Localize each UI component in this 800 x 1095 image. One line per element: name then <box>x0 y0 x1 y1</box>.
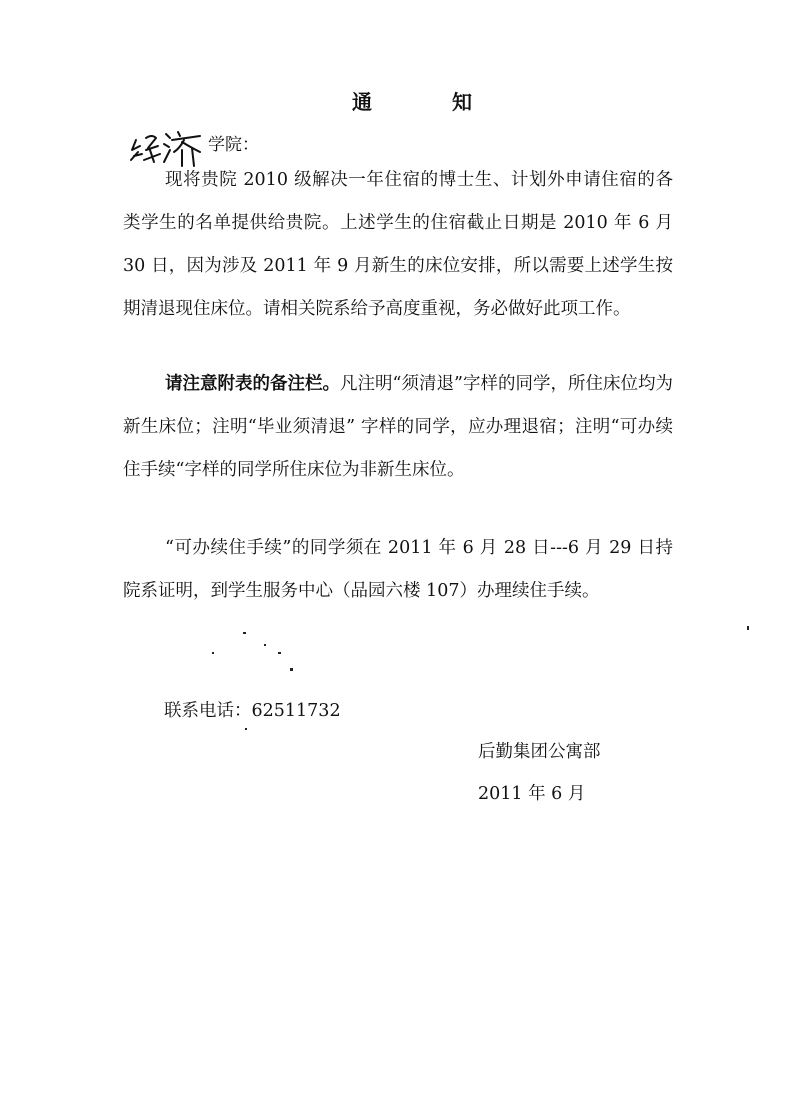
notice-title: 通 知 <box>352 90 502 114</box>
paragraph-2-rest: 凡注明“须清退”字样的同学，所住床位均为新生床位；注明“毕业须清退” 字样的同学，应办理退宿；注明“可办续住手续“字样的同学所住床位为非新生床位。 <box>123 374 674 480</box>
signature-org: 后勤集团公寓部 <box>478 742 601 762</box>
contact-phone: 联系电话：62511732 <box>164 701 341 721</box>
signature-date: 2011 年 6 月 <box>478 784 586 804</box>
paragraph-1: 现将贵院 2010 级解决一年住宿的博士生、计划外申请住宿的各类学生的名单提供给贵院。上述学生的住宿截止日期是 2010 年 6 月 30 日，因为涉及 2011 年 9 月新生的床位安排，所以需要上述学生按期清退现住床位。请相关院系给予高度重视，务必做好此项工作。 <box>123 170 673 319</box>
paragraph-2 <box>123 363 673 492</box>
salutation-suffix: 学院： <box>208 135 259 155</box>
paragraph-3: “可办续住手续”的同学须在 2011 年 6 月 28 日---6 月 29 日持院系证明，到学生服务中心（品园六楼 107）办理续住手续。 <box>123 538 673 601</box>
paragraph-2-bold: 请注意附表的备注栏。 <box>165 374 341 394</box>
